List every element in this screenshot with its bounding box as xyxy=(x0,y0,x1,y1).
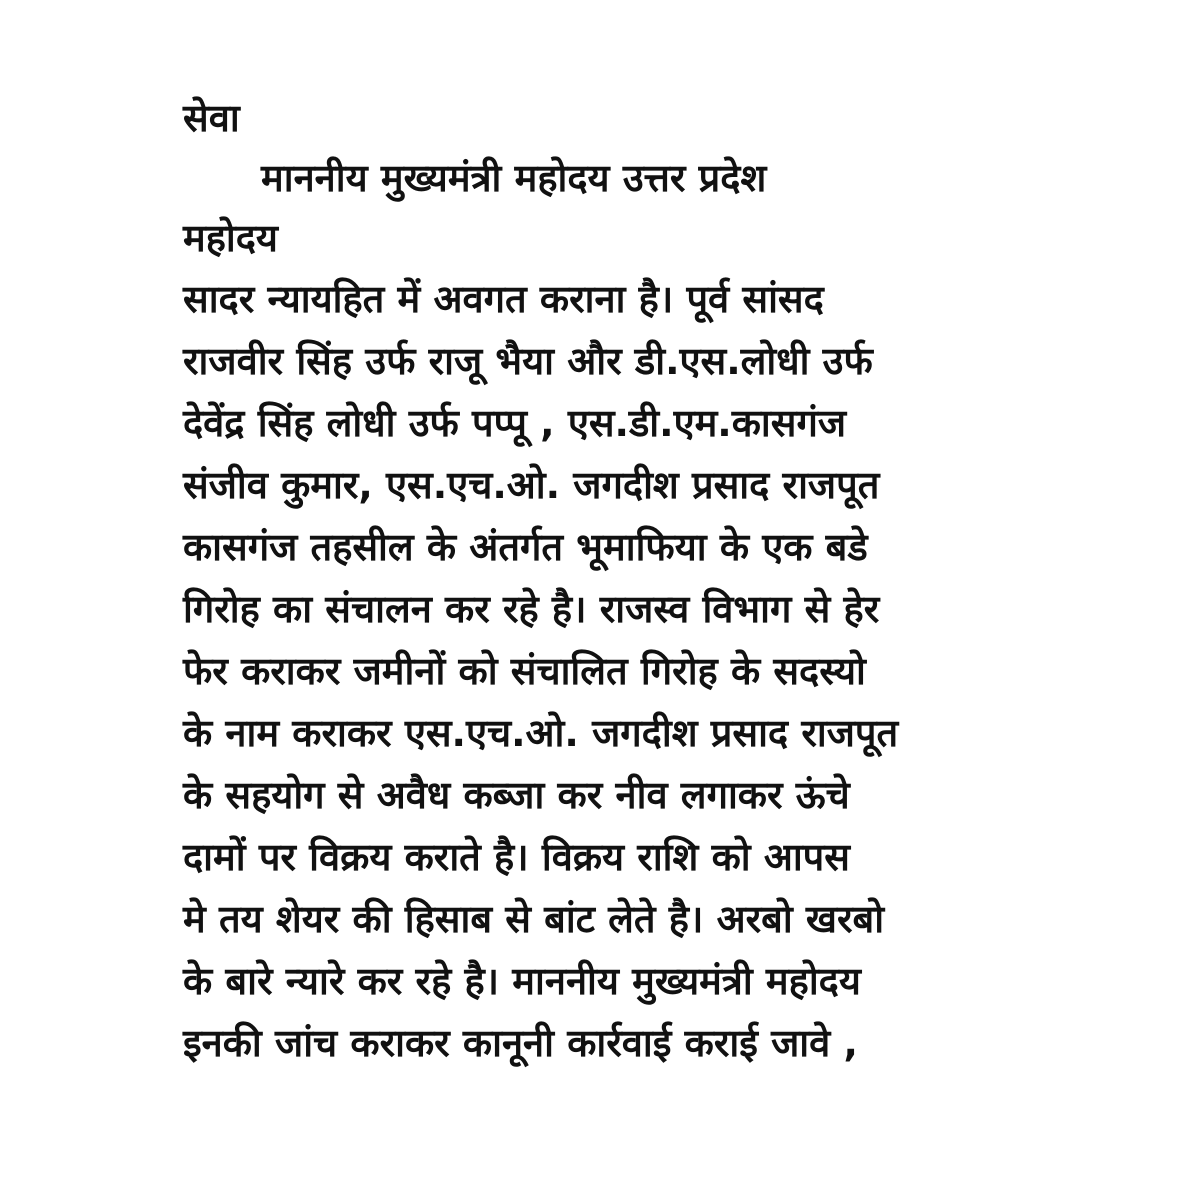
body-line: सादर न्यायहित में अवगत कराना है। पूर्व सांसद xyxy=(183,277,824,321)
body-line: दामों पर विक्रय कराते है। विक्रय राशि को आपस xyxy=(183,835,850,879)
letter-salutation: महोदय xyxy=(183,216,278,260)
body-line: के सहयोग से अवैध कब्जा कर नीव लगाकर ऊंचे xyxy=(183,773,850,817)
letter-heading: सेवा xyxy=(183,96,240,140)
body-line: फेर कराकर जमीनों को संचालित गिरोह के सदस्यो xyxy=(183,649,866,693)
body-line: संजीव कुमार, एस.एच.ओ. जगदीश प्रसाद राजपूत xyxy=(183,463,880,507)
body-line: के बारे न्यारे कर रहे है। माननीय मुख्यमंत्री महोदय xyxy=(183,959,861,1003)
body-line: गिरोह का संचालन कर रहे है। राजस्व विभाग से हेर xyxy=(183,587,880,631)
letter-addressee: माननीय मुख्यमंत्री महोदय उत्तर प्रदेश xyxy=(261,156,767,200)
body-line: मे तय शेयर की हिसाब से बांट लेते है। अरबो खरबो xyxy=(183,897,885,941)
letter-body xyxy=(183,268,1083,1074)
letter xyxy=(183,88,1083,1074)
body-line: देवेंद्र सिंह लोधी उर्फ पप्पू , एस.डी.एम.कासगंज xyxy=(183,401,847,445)
body-line: राजवीर सिंह उर्फ राजू भैया और डी.एस.लोधी उर्फ xyxy=(183,339,873,383)
body-line: कासगंज तहसील के अंतर्गत भूमाफिया के एक बडे xyxy=(183,525,868,569)
body-line: इनकी जांच कराकर कानूनी कार्रवाई कराई जावे , xyxy=(183,1021,858,1065)
body-line: के नाम कराकर एस.एच.ओ. जगदीश प्रसाद राजपूत xyxy=(183,711,899,755)
